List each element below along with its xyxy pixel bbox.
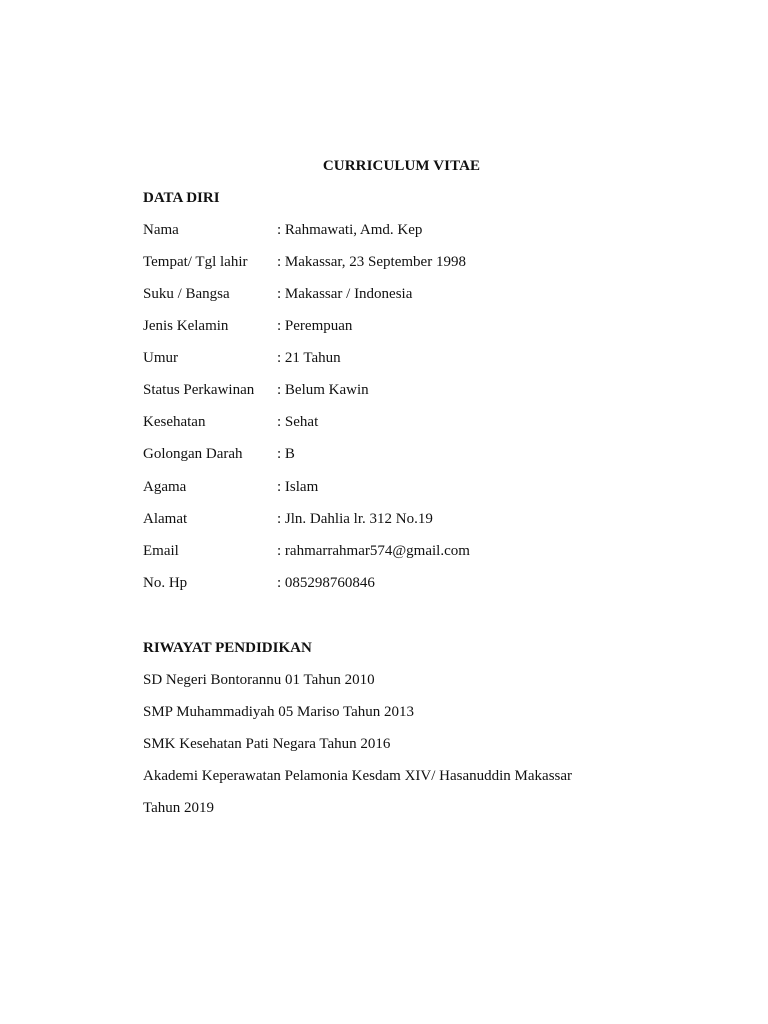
field-row-suku-bangsa [143, 286, 703, 306]
field-row-kesehatan [143, 414, 703, 434]
field-label: Email [143, 543, 179, 559]
field-label: No. Hp [143, 575, 188, 591]
education-entry-continuation: Tahun 2019 [143, 800, 215, 816]
field-value: : Makassar, 23 September 1998 [277, 254, 466, 270]
education-entry: SD Negeri Bontorannu 01 Tahun 2010 [143, 672, 375, 688]
field-label: Tempat/ Tgl lahir [143, 254, 248, 270]
field-value: : Rahmawati, Amd. Kep [277, 222, 423, 238]
field-row-status-perkawinan [143, 382, 703, 402]
field-row-agama [143, 479, 703, 499]
field-value: : Islam [277, 479, 319, 495]
field-row-alamat [143, 511, 703, 531]
field-value: : Perempuan [277, 318, 353, 334]
field-label: Nama [143, 222, 179, 238]
section-heading-riwayat-pendidikan: RIWAYAT PENDIDIKAN [143, 640, 312, 656]
field-value: : B [277, 446, 295, 462]
field-label: Umur [143, 350, 178, 366]
field-label: Kesehatan [143, 414, 206, 430]
education-entry: Akademi Keperawatan Pelamonia Kesdam XIV/ Hasanuddin Makassar [143, 768, 573, 784]
field-row-no-hp [143, 575, 703, 595]
field-value: : 085298760846 [277, 575, 375, 591]
field-label: Agama [143, 479, 187, 495]
field-row-email [143, 543, 703, 563]
field-label: Jenis Kelamin [143, 318, 229, 334]
field-label: Golongan Darah [143, 446, 243, 462]
field-value: : 21 Tahun [277, 350, 341, 366]
section-heading-data-diri: DATA DIRI [143, 190, 220, 206]
field-label: Alamat [143, 511, 188, 527]
field-value: : rahmarrahmar574@gmail.com [277, 543, 470, 559]
field-row-jenis-kelamin [143, 318, 703, 338]
field-label: Status Perkawinan [143, 382, 255, 398]
field-value: : Makassar / Indonesia [277, 286, 413, 302]
document-title: CURRICULUM VITAE [322, 158, 481, 174]
field-value: : Belum Kawin [277, 382, 369, 398]
field-value: : Jln. Dahlia lr. 312 No.19 [277, 511, 433, 527]
field-row-golongan-darah [143, 446, 703, 466]
field-label: Suku / Bangsa [143, 286, 230, 302]
education-entry: SMP Muhammadiyah 05 Mariso Tahun 2013 [143, 704, 415, 720]
field-row-umur [143, 350, 703, 370]
field-row-tempat-tgl-lahir [143, 254, 703, 274]
education-entry: SMK Kesehatan Pati Negara Tahun 2016 [143, 736, 391, 752]
field-row-nama [143, 222, 703, 242]
field-value: : Sehat [277, 414, 319, 430]
